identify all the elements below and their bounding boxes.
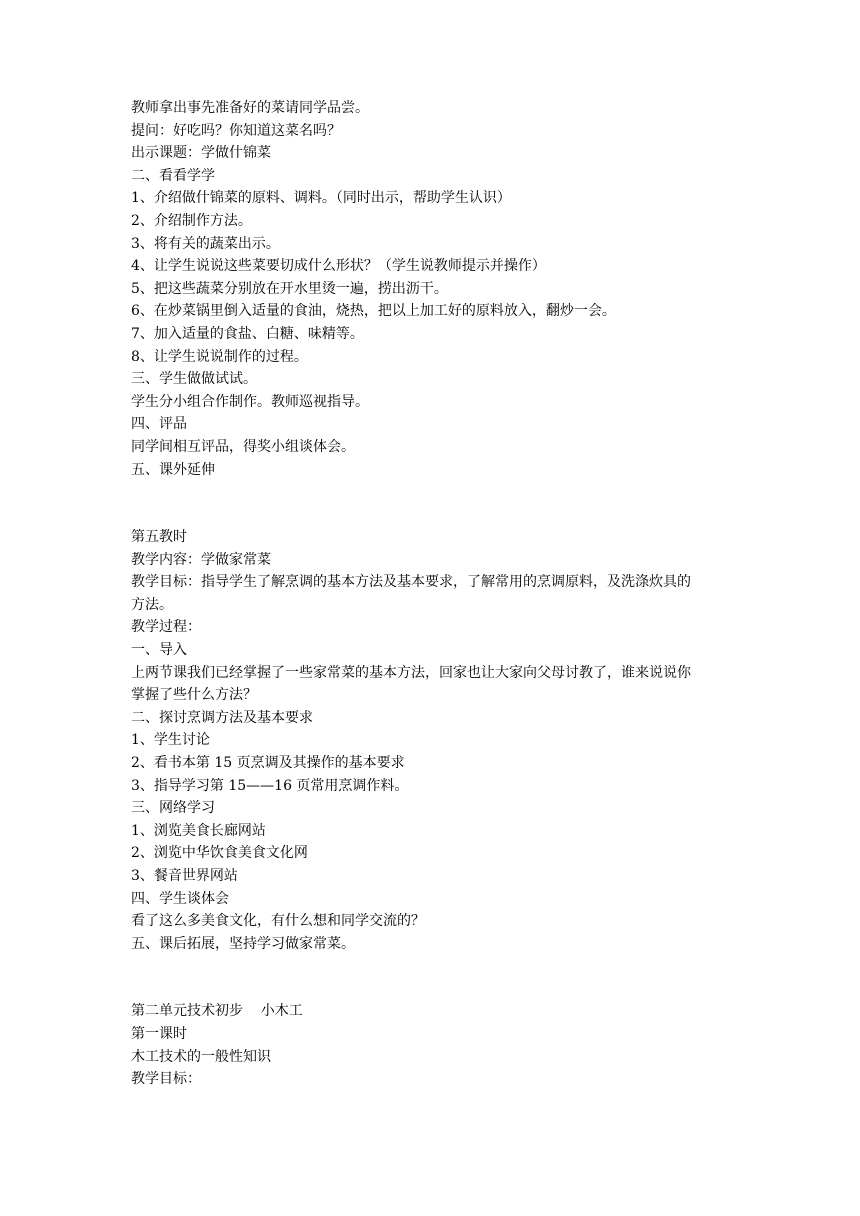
text-line: 教学过程： <box>131 619 201 636</box>
text-line: 8、让学生说说制作的过程。 <box>131 348 308 365</box>
text-line: 2、看书本第 15 页烹调及其操作的基本要求 <box>131 755 405 772</box>
section-unit-two <box>131 1000 731 1090</box>
section-heading: 三、学生做做试试。 <box>131 371 257 388</box>
blank-gap <box>131 955 731 1000</box>
text-line: 学生分小组合作制作。教师巡视指导。 <box>131 393 369 410</box>
text-line: 5、把这些蔬菜分别放在开水里烫一遍，捞出沥干。 <box>131 280 448 297</box>
text-line: 同学间相互评品，得奖小组谈体会。 <box>131 438 355 455</box>
text-line: 4、让学生说说这些菜要切成什么形状？（学生说教师提示并操作） <box>131 258 546 275</box>
text-line: 1、介绍做什锦菜的原料、调料。（同时出示，帮助学生认识） <box>131 190 511 207</box>
text-line: 7、加入适量的食盐、白糖、味精等。 <box>131 325 364 342</box>
text-line: 3、餐音世界网站 <box>131 868 238 884</box>
section-heading: 四、评品 <box>131 416 187 433</box>
text-line: 教学目标：指导学生了解烹调的基本方法及基本要求，了解常用的烹调原料，及洗涤炊具的 <box>131 574 691 591</box>
text-line: 木工技术的一般性知识 <box>131 1048 271 1065</box>
section-heading: 一、导入 <box>131 642 187 659</box>
text-line: 提问：好吃吗？你知道这菜名吗？ <box>131 122 341 139</box>
section-heading: 五、课外延伸 <box>131 461 215 478</box>
section-heading: 五、课后拓展，坚持学习做家常菜。 <box>131 935 355 952</box>
text-line: 方法。 <box>131 596 173 613</box>
lesson-title: 第一课时 <box>131 1025 187 1042</box>
text-line: 教学目标： <box>131 1071 201 1088</box>
section-heading: 三、网络学习 <box>131 800 215 817</box>
text-line: 3、指导学习第 15——16 页常用烹调作料。 <box>131 777 409 794</box>
text-line: 2、介绍制作方法。 <box>131 212 252 229</box>
text-line: 2、浏览中华饮食美食文化网 <box>131 845 308 862</box>
text-line: 3、将有关的蔬菜出示。 <box>131 235 280 252</box>
text-line: 教师拿出事先准备好的菜请同学品尝。 <box>131 100 369 116</box>
section-heading: 四、学生谈体会 <box>131 890 229 907</box>
text-line: 1、浏览美食长廊网站 <box>131 822 266 839</box>
text-line: 掌握了些什么方法？ <box>131 687 257 704</box>
text-line: 6、在炒菜锅里倒入适量的食油，烧热，把以上加工好的原料放入，翻炒一会。 <box>131 303 616 320</box>
blank-gap <box>131 481 731 526</box>
unit-title: 第二单元技术初步 小木工 <box>131 1003 303 1020</box>
text-line: 教学内容：学做家常菜 <box>131 551 271 568</box>
text-line: 上两节课我们已经掌握了一些家常菜的基本方法，回家也让大家向父母讨教了，谁来说说你 <box>131 664 691 681</box>
document-page <box>131 97 731 1091</box>
lesson-title: 第五教时 <box>131 529 187 546</box>
section-heading: 二、看看学学 <box>131 167 215 184</box>
section-shijin-cai <box>131 97 731 481</box>
text-line: 出示课题：学做什锦菜 <box>131 145 271 162</box>
section-fifth-lesson <box>131 526 731 955</box>
text-line: 1、学生讨论 <box>131 732 210 749</box>
section-heading: 二、探讨烹调方法及基本要求 <box>131 709 313 726</box>
text-line: 看了这么多美食文化，有什么想和同学交流的？ <box>131 913 425 930</box>
